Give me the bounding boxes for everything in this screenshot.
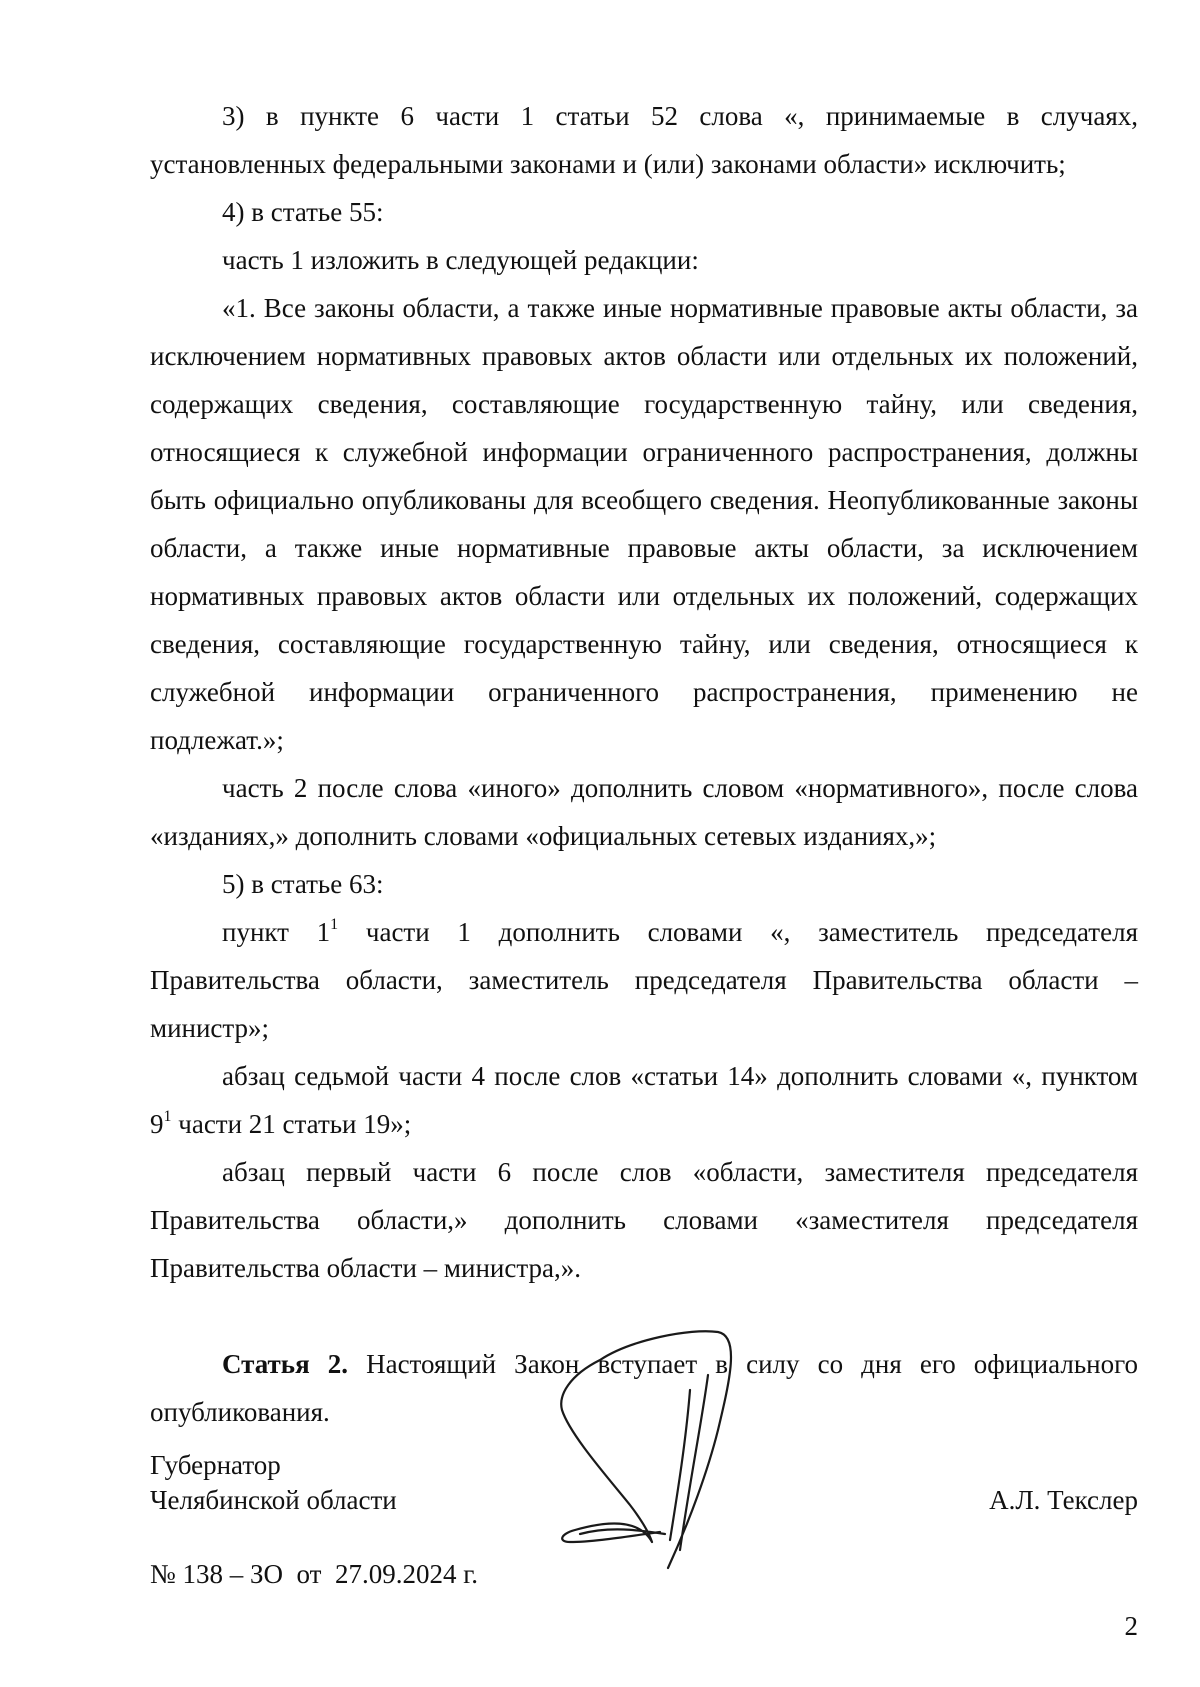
- signer-title: [150, 1448, 397, 1518]
- paragraph-part-1-text: «1. Все законы области, а также иные нормативные правовые акты области, за исключением нормативных правовых актов области или отдельных их положений, содержащих сведения, составляющие государственную тайну, или сведения, относящиеся к служебной информации ограниченного распространения, должны быть официально опубликованы для всеобщего сведения. Неопубликованные законы области, а также иные нормативные правовые акты области, за исключением нормативных правовых актов области или отдельных их положений, содержащих сведения, составляющие государственную тайну, или сведения, относящиеся к служебной информации ограниченного распространения, применению не подлежат.»;: [150, 293, 1138, 755]
- page-number: 2: [1124, 1611, 1138, 1641]
- paragraph-part-1-intro: часть 1 изложить в следующей редакции:: [222, 245, 699, 275]
- paragraph-item-5-heading: 5) в статье 63:: [222, 869, 384, 899]
- paragraph-point-1-1-after: части 1 дополнить словами «, заместитель председателя Правительства области, заместитель председателя Правительства области – министр»;: [150, 917, 1138, 1043]
- paragraph-item-3: 3) в пункте 6 части 1 статьи 52 слова «, принимаемые в случаях, установленных федеральными законами и (или) законами области» исключить;: [150, 101, 1138, 179]
- paragraph-seventh-part-4-after: части 21 статьи 19»;: [171, 1109, 412, 1139]
- paragraph-item-4-heading: 4) в статье 55:: [222, 197, 384, 227]
- signer-name: А.Л. Текслер: [989, 1485, 1138, 1515]
- paragraph-first-part-6: абзац первый части 6 после слов «области, заместителя председателя Правительства области,» дополнить словами «заместителя председателя Правительства области – министра,».: [150, 1157, 1138, 1283]
- superscript-1: 1: [330, 916, 339, 933]
- paragraph-seventh-part-4-before: абзац седьмой части 4 после слов «статьи 14» дополнить словами «, пунктом 9: [150, 1061, 1138, 1139]
- article-2-text: Настоящий Закон вступает в силу со дня его официального опубликования.: [150, 1349, 1138, 1427]
- paragraph-part-2: часть 2 после слова «иного» дополнить словом «нормативного», после слова «изданиях,» дополнить словами «официальных сетевых изданиях,»;: [150, 773, 1138, 851]
- article-2-heading: Статья 2.: [222, 1349, 349, 1379]
- document-number-date: № 138 – ЗО от 27.09.2024 г.: [150, 1559, 479, 1589]
- document-body: [150, 92, 1138, 1436]
- superscript-9-1: 1: [163, 1108, 172, 1125]
- handwritten-signature: [540, 1320, 740, 1590]
- paragraph-seventh-part-4: [150, 1052, 1138, 1148]
- paragraph-point-1-1-before: пункт 1: [222, 917, 331, 947]
- signer-title-line-2: Челябинской области: [150, 1485, 397, 1515]
- paragraph-point-1-1: [150, 908, 1138, 1052]
- signer-title-line-1: Губернатор: [150, 1450, 281, 1480]
